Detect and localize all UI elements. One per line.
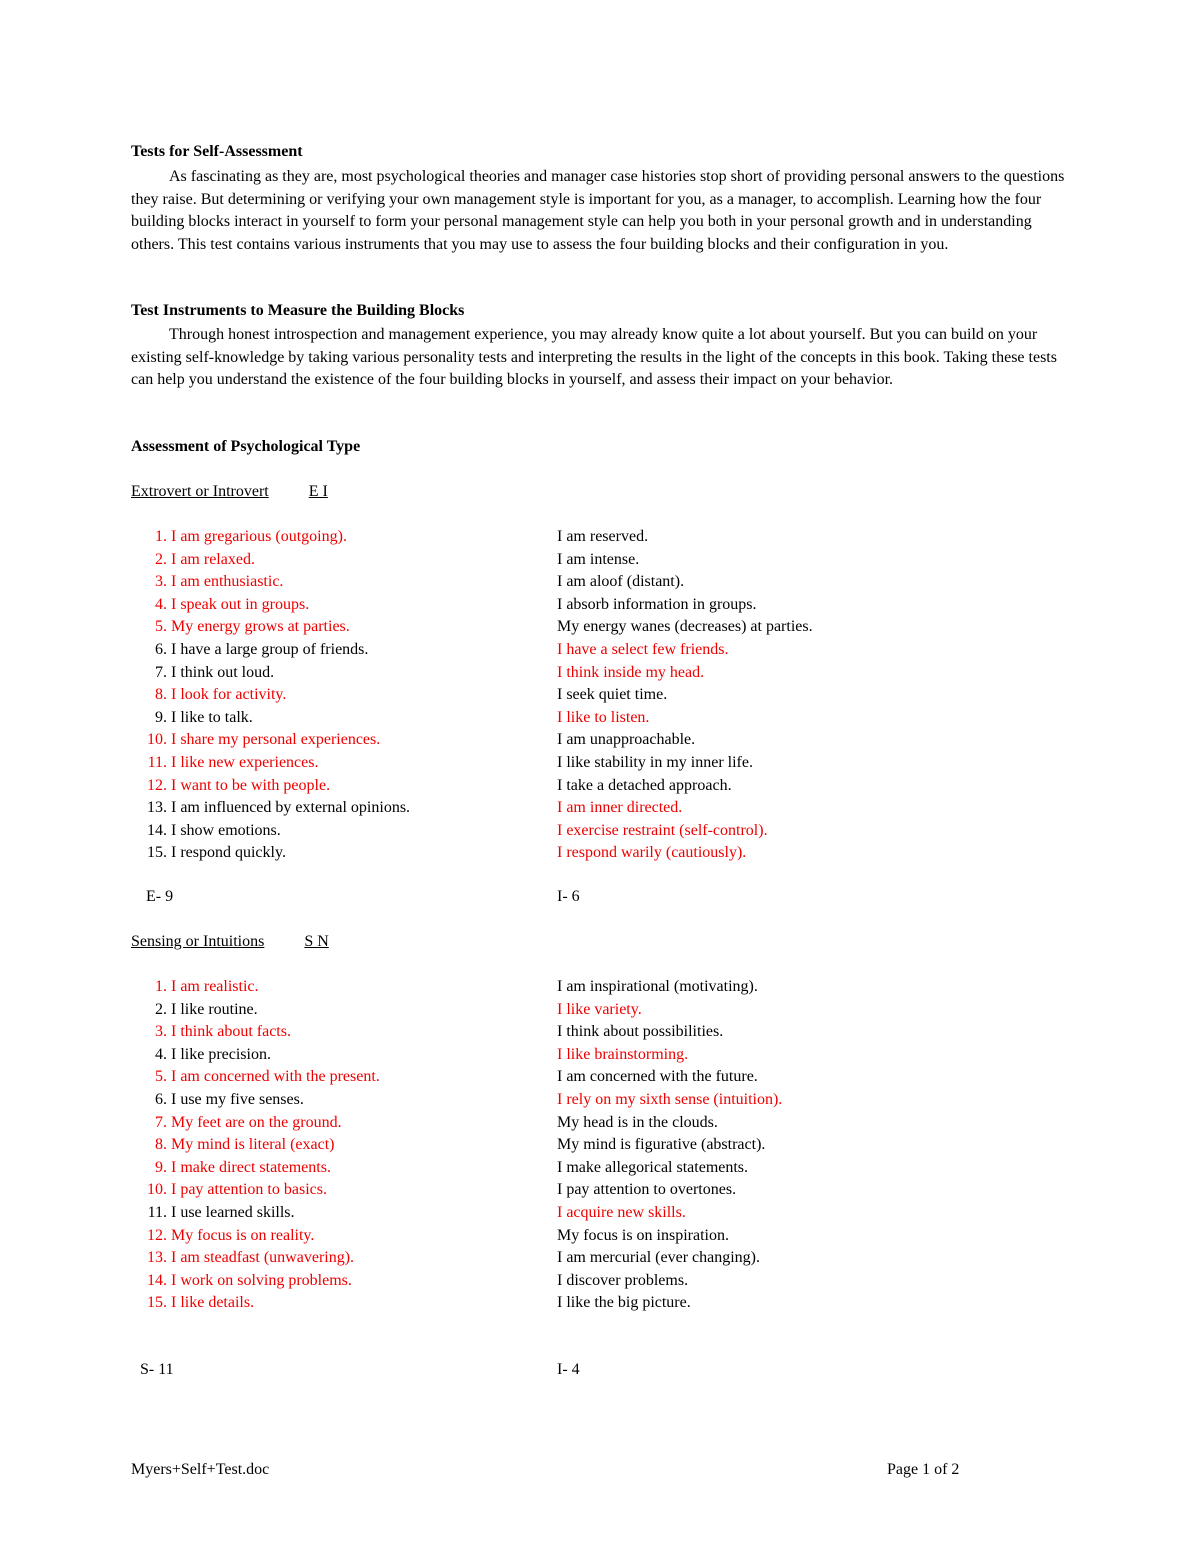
sn-left-statement [131, 1023, 371, 1041]
ei-question-row [0, 822, 1200, 845]
ei-left-statement [131, 777, 371, 795]
ei-right-statement: I have a select few friends. [557, 641, 729, 658]
sn-item-number: 15. [147, 1294, 167, 1312]
sn-left-text: My mind is literal (exact) [171, 1136, 335, 1154]
ei-question-row [0, 528, 1200, 551]
sn-left-text: I like precision. [171, 1045, 271, 1063]
ei-score-extrovert: E- 9 [146, 888, 174, 905]
ei-right-statement: I exercise restraint (self-control). [557, 821, 768, 839]
ei-right-statement: I am inner directed. [557, 799, 683, 817]
sn-right-statement: I pay attention to overtones. [557, 1181, 737, 1199]
ei-left-statement [131, 664, 371, 682]
sn-left-text: I am steadfast (unwavering). [171, 1249, 355, 1267]
sn-item-number: 9. [155, 1158, 167, 1176]
sn-item-number: 4. [155, 1045, 167, 1063]
ei-item-number: 1. [155, 528, 167, 545]
ei-left-text: I think out loud. [171, 663, 275, 681]
ei-left-statement [131, 573, 371, 591]
sn-left-text: My feet are on the ground. [171, 1113, 342, 1131]
sn-right-statement: I like brainstorming. [557, 1045, 689, 1063]
ei-right-statement: I am aloof (distant). [557, 573, 685, 591]
sn-right-statement: My head is in the clouds. [557, 1113, 718, 1131]
section-heading-test-instruments: Test Instruments to Measure the Building Blocks [131, 302, 465, 319]
sn-left-statement [131, 1294, 371, 1312]
ei-right-statement: I like stability in my inner life. [557, 754, 753, 771]
sn-item-number: 10. [147, 1181, 167, 1199]
ei-item-number: 5. [155, 618, 167, 636]
ei-left-text: I am enthusiastic. [171, 573, 284, 591]
ei-score-introvert: I- 6 [557, 888, 580, 905]
sn-left-text: I am realistic. [171, 978, 259, 995]
ei-question-row [0, 573, 1200, 596]
sn-question-row [0, 1181, 1200, 1204]
sn-left-statement [131, 1159, 371, 1177]
ei-left-text: I look for activity. [171, 686, 287, 704]
sn-item-number: 12. [147, 1226, 167, 1244]
ei-left-text: I am influenced by external opinions. [171, 799, 411, 817]
sn-right-statement: I like the big picture. [557, 1294, 691, 1312]
sn-question-row [0, 1249, 1200, 1272]
ei-item-number: 8. [155, 686, 167, 704]
ei-right-statement: I seek quiet time. [557, 686, 668, 704]
ei-right-statement: I absorb information in groups. [557, 595, 757, 613]
ei-item-number: 9. [155, 708, 167, 726]
ei-question-row [0, 618, 1200, 641]
ei-left-text: I show emotions. [171, 821, 281, 839]
sn-right-statement: My mind is figurative (abstract). [557, 1136, 766, 1154]
sn-question-row [0, 1159, 1200, 1182]
sn-left-text: I use learned skills. [171, 1204, 295, 1221]
sn-right-statement: I make allegorical statements. [557, 1158, 749, 1176]
ei-left-statement [131, 641, 371, 659]
ei-right-statement: My energy wanes (decreases) at parties. [557, 618, 813, 636]
ei-item-number: 2. [155, 550, 167, 568]
ei-left-statement [131, 551, 371, 569]
ei-left-statement [131, 799, 411, 817]
sn-item-number: 8. [155, 1136, 167, 1154]
sn-right-statement: I am mercurial (ever changing). [557, 1249, 761, 1267]
sn-left-statement [131, 1046, 371, 1064]
sn-left-statement [131, 1204, 371, 1222]
ei-question-row [0, 641, 1200, 664]
ei-right-statement: I like to listen. [557, 708, 650, 726]
sn-question-row [0, 1091, 1200, 1114]
ei-left-statement [131, 709, 371, 727]
ei-left-statement [131, 618, 371, 636]
sn-left-text: I make direct statements. [171, 1158, 331, 1176]
ei-question-row [0, 551, 1200, 574]
ei-question-row [0, 709, 1200, 732]
sn-question-row [0, 1294, 1200, 1317]
ei-scale-title: Extrovert or Introvert E I [131, 483, 328, 500]
self-assessment-paragraph: As fascinating as they are, most psychological theories and manager case histories stop short of providing personal answers to the questions they raise. But determining or verifying your own management style is important for you, as a manager, to accomplish. Learning how the four building blocks interact in yourself to form your personal management style can help you both in your personal growth and in understanding others. This test contains various instruments that you may use to assess the four building blocks and their configuration in you. [131, 168, 1065, 253]
ei-item-number: 14. [147, 821, 167, 839]
ei-left-statement [131, 596, 371, 614]
sn-item-number: 13. [147, 1249, 167, 1267]
sn-question-row [0, 978, 1200, 1001]
sn-item-number: 6. [155, 1091, 167, 1108]
sn-question-row [0, 1023, 1200, 1046]
footer-page-number: Page 1 of 2 [887, 1461, 960, 1478]
sn-right-statement: My focus is on inspiration. [557, 1226, 729, 1244]
ei-left-text: My energy grows at parties. [171, 618, 350, 636]
ei-item-number: 4. [155, 595, 167, 613]
ei-left-text: I have a large group of friends. [171, 641, 369, 658]
ei-item-number: 7. [155, 663, 167, 681]
sn-left-text: I like details. [171, 1294, 255, 1312]
ei-right-statement: I am reserved. [557, 528, 649, 545]
ei-question-row [0, 754, 1200, 777]
ei-left-text: I speak out in groups. [171, 595, 310, 613]
ei-item-number: 11. [147, 754, 167, 771]
ei-question-row [0, 844, 1200, 867]
sn-right-statement: I acquire new skills. [557, 1204, 686, 1221]
sn-question-row [0, 1001, 1200, 1024]
ei-question-row [0, 686, 1200, 709]
sn-left-statement [131, 1249, 371, 1267]
ei-right-statement: I am intense. [557, 550, 640, 568]
ei-left-statement [131, 686, 371, 704]
ei-left-statement [131, 528, 371, 546]
sn-left-text: I use my five senses. [171, 1091, 304, 1108]
ei-item-number: 13. [147, 799, 167, 817]
sn-item-number: 3. [155, 1023, 167, 1041]
sn-left-statement [131, 1272, 371, 1290]
ei-item-number: 10. [147, 731, 167, 749]
sn-left-statement [131, 1001, 371, 1019]
ei-right-statement: I take a detached approach. [557, 776, 732, 794]
sn-left-text: My focus is on reality. [171, 1226, 315, 1244]
sn-item-number: 7. [155, 1113, 167, 1131]
sn-left-text: I like routine. [171, 1000, 258, 1018]
ei-right-statement: I am unapproachable. [557, 731, 696, 749]
sn-question-row [0, 1136, 1200, 1159]
ei-item-number: 12. [147, 776, 167, 794]
sn-right-statement: I rely on my sixth sense (intuition). [557, 1091, 783, 1108]
sn-question-row [0, 1204, 1200, 1227]
sn-right-statement: I like variety. [557, 1000, 642, 1018]
sn-question-row [0, 1046, 1200, 1069]
sn-left-statement [131, 1114, 371, 1132]
sn-scale-title: Sensing or Intuitions S N [131, 933, 329, 950]
ei-left-statement [131, 754, 371, 772]
sn-left-statement [131, 1091, 371, 1109]
sn-left-text: I pay attention to basics. [171, 1181, 327, 1199]
sn-question-row [0, 1272, 1200, 1295]
ei-left-text: I like new experiences. [171, 754, 319, 771]
sn-item-number: 1. [155, 978, 167, 995]
ei-left-text: I want to be with people. [171, 776, 331, 794]
ei-question-row [0, 777, 1200, 800]
ei-item-number: 3. [155, 573, 167, 591]
sn-left-text: I am concerned with the present. [171, 1068, 380, 1086]
sn-left-text: I work on solving problems. [171, 1271, 352, 1289]
section-heading-self-assessment: Tests for Self-Assessment [131, 143, 303, 160]
sn-right-statement: I discover problems. [557, 1271, 689, 1289]
sn-left-statement [131, 1136, 371, 1154]
sn-item-number: 5. [155, 1068, 167, 1086]
footer-filename: Myers+Self+Test.doc [131, 1461, 270, 1478]
sn-question-row [0, 1114, 1200, 1137]
section-heading-psychological-type: Assessment of Psychological Type [131, 438, 361, 455]
ei-left-text: I respond quickly. [171, 844, 286, 862]
sn-left-text: I think about facts. [171, 1023, 291, 1041]
ei-right-statement: I respond warily (cautiously). [557, 844, 747, 862]
ei-item-number: 6. [155, 641, 167, 658]
sn-left-statement [131, 1227, 371, 1245]
ei-left-text: I am gregarious (outgoing). [171, 528, 347, 545]
ei-question-row [0, 596, 1200, 619]
sn-right-statement: I am inspirational (motivating). [557, 978, 758, 995]
ei-left-statement [131, 822, 371, 840]
sn-item-number: 11. [147, 1204, 167, 1221]
ei-left-text: I am relaxed. [171, 550, 255, 568]
ei-left-text: I share my personal experiences. [171, 731, 381, 749]
sn-question-row [0, 1227, 1200, 1250]
sn-score-intuition: I- 4 [557, 1361, 580, 1378]
ei-left-statement [131, 844, 371, 862]
sn-right-statement: I think about possibilities. [557, 1023, 724, 1041]
sn-left-statement [131, 1181, 371, 1199]
sn-left-statement [131, 978, 371, 996]
ei-left-statement [131, 731, 381, 749]
sn-item-number: 14. [147, 1271, 167, 1289]
sn-left-statement [131, 1068, 380, 1086]
ei-question-row [0, 799, 1200, 822]
ei-question-row [0, 664, 1200, 687]
ei-item-number: 15. [147, 844, 167, 862]
ei-question-row [0, 731, 1200, 754]
ei-left-text: I like to talk. [171, 708, 253, 726]
test-instruments-paragraph: Through honest introspection and management experience, you may already know quite a lot about yourself. But you can build on your existing self-knowledge by taking various personality tests and interpreting the results in the light of the concepts in this book. Taking these tests can help you understand the existence of the four building blocks in yourself, and assess their impact on your behavior. [131, 326, 1057, 388]
sn-score-sensing: S- 11 [140, 1361, 174, 1378]
sn-item-number: 2. [155, 1000, 167, 1018]
sn-right-statement: I am concerned with the future. [557, 1068, 758, 1086]
sn-question-row [0, 1068, 1200, 1091]
ei-right-statement: I think inside my head. [557, 663, 705, 681]
